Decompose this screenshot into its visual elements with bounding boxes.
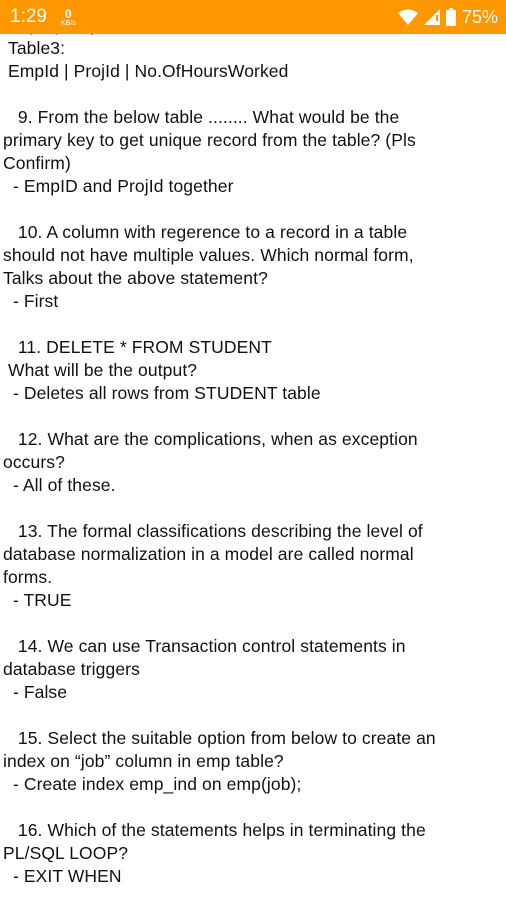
text-line: Talks about the above statement? [3,268,268,288]
text-line: - False [3,682,68,702]
text-line [3,497,503,520]
text-line: 13. The formal classifications describing the level of [3,521,423,541]
text-line: - First [3,291,59,311]
text-line: 14. We can use Transaction control statements in [3,636,406,656]
status-bar [0,0,506,34]
text-line: - TRUE [3,590,72,610]
text-line: 12. What are the complications, when as exception [3,429,418,449]
text-line: Table3: [3,38,66,58]
battery-icon [446,8,456,26]
network-speed-value: 0 [65,6,72,21]
text-line: occurs? [3,452,65,472]
status-time: 1:29 [10,6,47,27]
signal-icon [424,9,440,25]
network-speed-indicator [61,8,76,27]
text-line: primary key to get unique record from the table? (Pls [3,130,416,150]
text-line: PL/SQL LOOP? [3,843,129,863]
text-line: - EmpID and ProjId together [3,176,234,196]
text-line: - Deletes all rows from STUDENT table [3,383,321,403]
text-line: index on “job” column in emp table? [3,751,284,771]
text-line: - EXIT WHEN [3,866,122,886]
text-line: forms. [3,567,53,587]
text-line: database normalization in a model are called normal [3,544,414,564]
text-line [3,704,503,727]
network-speed-unit: KB/s [60,19,76,27]
text-line [3,405,503,428]
wifi-icon [398,9,418,25]
text-line: database triggers [3,659,140,679]
text-line: - All of these. [3,475,116,495]
text-line: 15. Select the suitable option from below to create an [3,728,436,748]
text-line: 16. Which of the statements helps in terminating the [3,820,426,840]
text-line: 11. DELETE * FROM STUDENT [3,337,272,357]
status-bar-left [10,6,76,28]
text-line [3,198,503,221]
text-line [3,313,503,336]
text-line: What will be the output? [3,360,198,380]
text-line [3,83,503,106]
text-line: EmpId | ProjId | No.OfHoursWorked [3,61,289,81]
status-bar-right [398,7,498,28]
text-line [3,796,503,819]
document-content[interactable] [0,34,506,900]
battery-percentage: 75% [461,6,498,27]
text-line [3,612,503,635]
text-line: should not have multiple values. Which normal form, [3,245,414,265]
question-answer-text [0,34,506,888]
text-line: Confirm) [3,153,71,173]
text-line: 10. A column with regerence to a record in a table [3,222,408,242]
text-line: 9. From the below table ........ What would be the [3,107,400,127]
text-line: - Create index emp_ind on emp(job); [3,774,302,794]
